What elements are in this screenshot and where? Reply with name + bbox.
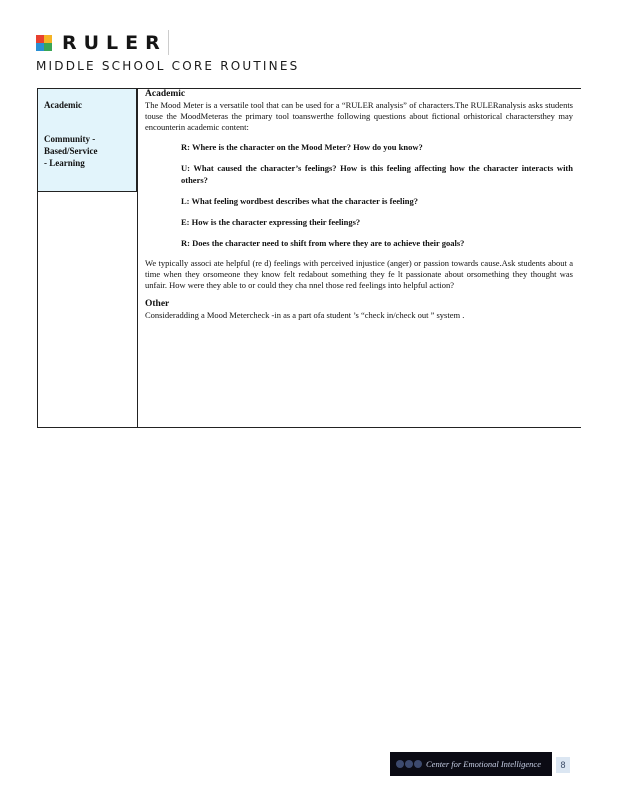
- ruler-logo-mark-icon: [36, 35, 52, 51]
- category-learning: - Learning: [44, 158, 85, 168]
- list-item: [145, 162, 573, 186]
- academic-heading: Academic: [145, 89, 186, 99]
- category-community: Community -: [44, 134, 96, 144]
- table-left-rule: [37, 192, 38, 428]
- question-text: U: What caused the character’s feelings? How is this feeling affecting how the character interacts with others?: [181, 163, 573, 185]
- logo-text: RULER: [62, 32, 167, 54]
- list-item: [145, 216, 573, 228]
- category-cell: [37, 88, 137, 192]
- center-logo-icon: [396, 757, 422, 771]
- footer-org-name: Center for Emotional Intelligence: [426, 759, 541, 769]
- page-subtitle: MIDDLE SCHOOL CORE ROUTINES: [36, 59, 300, 73]
- anger-paragraph: We typically associ ate helpful (re d) feelings with perceived injustice (anger) or passion towards cause.Ask students about a time when they orsomeone they know felt redabout something they fe lt passionate about orsomething they thought was unfair. How were they able to or could they cha nnel those red feelings into helpful action?: [145, 258, 573, 290]
- list-item: [145, 237, 573, 249]
- question-text: R: Where is the character on the Mood Meter? How do you know?: [181, 142, 423, 152]
- question-text: R: Does the character need to shift from where they are to achieve their goals?: [181, 238, 465, 248]
- other-paragraph: Consideradding a Mood Metercheck -in as a part ofa student ’s “check in/check out ” system .: [145, 310, 465, 320]
- routine-table: [37, 88, 581, 428]
- content-cell: [145, 89, 573, 321]
- category-academic: Academic: [44, 100, 82, 110]
- question-text: E: How is the character expressing their feelings?: [181, 217, 361, 227]
- ruler-question-list: [145, 141, 573, 249]
- list-item: [145, 195, 573, 207]
- question-text: L: What feeling wordbest describes what the character is feeling?: [181, 196, 418, 206]
- table-bottom-rule: [37, 427, 581, 428]
- table-column-rule: [137, 88, 138, 428]
- header-divider: [168, 30, 169, 55]
- footer-banner: [390, 752, 552, 776]
- ruler-logo: [36, 33, 167, 53]
- intro-paragraph: The Mood Meter is a versatile tool that can be used for a “RULER analysis” of characters.The RULERanalysis asks students touse the MoodMeteras the primary tool toanswerthe following questions about fictional orhistorical charactersthey may encounterin academic content:: [145, 100, 573, 132]
- list-item: [145, 141, 573, 153]
- category-based-service: Based/Service: [44, 146, 98, 156]
- other-heading: Other: [145, 299, 170, 309]
- page-number: 8: [556, 757, 570, 773]
